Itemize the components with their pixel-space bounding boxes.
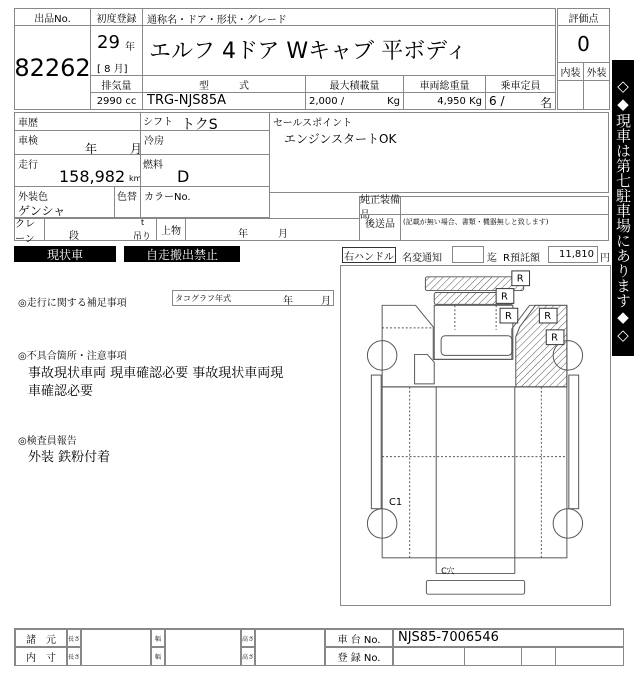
shift: トクS xyxy=(181,117,218,133)
height-value xyxy=(255,629,325,666)
no-self-drive-badge: 自走搬出禁止 xyxy=(124,246,240,262)
max-load-unit: Kg xyxy=(387,96,400,107)
inner-length-label: 長さ xyxy=(67,647,81,666)
repair-mark: R xyxy=(551,332,558,344)
recycle-amount: 11,810 xyxy=(548,246,598,263)
year-unit: 年 xyxy=(125,42,135,53)
color: ゲンシャ xyxy=(18,204,66,218)
capacity-label: 乗車定員 xyxy=(485,75,556,93)
score-label: 評価点 xyxy=(557,8,610,26)
capacity xyxy=(485,92,556,110)
length-label: 長さ xyxy=(67,629,81,647)
mileage: 158,982 xyxy=(59,167,126,186)
name-change-box xyxy=(452,246,484,263)
score-value: 0 xyxy=(557,25,610,63)
model-label: 型 式 xyxy=(142,75,306,93)
tacho-month: 月 xyxy=(321,296,331,307)
name-change-until: 迄 xyxy=(487,253,497,264)
later-label: 後送品 xyxy=(359,214,401,241)
capacity-value: 6 / xyxy=(489,94,505,108)
yen-unit: 円 xyxy=(600,253,610,264)
inspection-year: 年 xyxy=(85,142,98,156)
inner-width-label: 幅 xyxy=(151,647,165,666)
body-month: 月 xyxy=(278,229,288,240)
body-year: 年 xyxy=(238,229,248,240)
rhd-badge: 右ハンドル xyxy=(342,247,396,263)
repair-mark: R xyxy=(516,273,524,285)
color-no-label: カラーNo. xyxy=(140,186,270,218)
gross-weight: 4,950 Kg xyxy=(403,92,486,110)
reg-label: 登 録 No. xyxy=(325,647,393,666)
sales-point-label: セールスポイント xyxy=(273,118,353,129)
hole-mark: C穴 xyxy=(441,566,455,576)
genuine-label: 純正装備品 xyxy=(360,194,400,221)
spec-label: 諸 元 xyxy=(15,629,67,647)
parking-notice: ◇◆現車は第七駐車場にあります◆◇ xyxy=(612,60,634,356)
first-reg-label: 初度登録 xyxy=(90,8,143,26)
driving-notes-label: ◎走行に関する補足事項 xyxy=(18,298,127,309)
defects-label: ◎不具合箇所・注意事項 xyxy=(18,351,127,362)
lot-no: 82262 xyxy=(14,25,91,110)
interior-score xyxy=(557,80,584,110)
name-label: 通称名・ドア・形状・グレード xyxy=(142,8,556,26)
body-cell xyxy=(185,218,360,241)
max-load-label: 最大積載量 xyxy=(305,75,404,93)
reg-year: 29 xyxy=(97,32,120,53)
sales-point xyxy=(269,112,609,193)
crane-stage: 段 xyxy=(69,231,79,242)
inspector-text: 外装 鉄粉付着 xyxy=(28,450,111,465)
defects-text: 事故現状車両 現車確認必要 事故現状車両現 xyxy=(28,366,284,381)
reg-no-2 xyxy=(464,647,522,666)
width-label: 幅 xyxy=(151,629,165,647)
max-load xyxy=(305,92,404,110)
inspector-label: ◎検査員報告 xyxy=(18,436,77,447)
chassis-label: 車 台 No. xyxy=(325,629,393,647)
fuel: D xyxy=(177,167,190,186)
genuine-value xyxy=(400,196,609,215)
exterior-label: 外装 xyxy=(583,62,610,81)
crane-cell xyxy=(44,218,157,241)
repair-mark: R xyxy=(544,311,552,323)
inner-label: 内 寸 xyxy=(15,647,67,666)
color-label: 外装色 xyxy=(18,192,48,203)
reg-no-3 xyxy=(521,647,556,666)
reg-no-4 xyxy=(555,647,624,666)
mileage-cell xyxy=(14,154,141,187)
width-value xyxy=(165,629,241,666)
displacement: 2990 cc xyxy=(90,92,143,110)
inner-height-label: 高さ xyxy=(241,647,255,666)
reg-no-1 xyxy=(393,647,465,666)
month-value: 8 xyxy=(104,64,111,75)
first-reg-cell xyxy=(90,25,143,76)
inspection-cell xyxy=(14,130,141,155)
car-name: エルフ 4ドア Wキャブ 平ボディ xyxy=(142,25,556,76)
ac-label: 冷房 xyxy=(140,130,270,155)
exterior-score xyxy=(583,80,610,110)
as-is-badge: 現状車 xyxy=(14,246,116,262)
mileage-unit: km xyxy=(129,174,142,183)
shift-label: シフト xyxy=(143,117,173,128)
crane-t: t xyxy=(141,218,145,227)
recycle-label: R預託額 xyxy=(503,253,540,264)
body-label: 上物 xyxy=(156,218,186,241)
history-label: 車歴 xyxy=(14,112,141,131)
truck-outline xyxy=(341,266,610,605)
color-cell xyxy=(14,186,115,218)
length-value xyxy=(81,629,151,666)
fuel-label: 燃料 xyxy=(143,160,163,171)
month-unit: 月 xyxy=(113,64,124,75)
fuel-cell xyxy=(140,154,270,187)
tacho-label: タコグラフ年式 xyxy=(175,294,231,303)
tacho-year: 年 xyxy=(283,296,293,307)
capacity-unit: 名 xyxy=(539,96,552,110)
model: TRG-NJS85A xyxy=(142,92,306,110)
max-load-value: 2,000 / xyxy=(309,96,345,107)
inspection-label: 車検 xyxy=(18,136,38,147)
gross-weight-label: 車両総重量 xyxy=(403,75,486,93)
displacement-label: 排気量 xyxy=(90,75,143,93)
color-change-label: 色替 xyxy=(114,186,141,218)
later-note: (記載が無い場合、書類・機器無しと致します) xyxy=(400,214,609,241)
inspection-month: 月 xyxy=(130,142,143,156)
footer-table xyxy=(14,628,624,666)
scratch-mark: C1 xyxy=(389,496,403,508)
defects-text-2: 車確認必要 xyxy=(28,384,94,399)
crane-label: クレーン xyxy=(14,218,45,241)
shift-cell xyxy=(140,112,270,131)
damage-diagram xyxy=(340,265,611,606)
height-label: 高さ xyxy=(241,629,255,647)
name-change-label: 名変通知 xyxy=(402,253,442,264)
interior-label: 内装 xyxy=(557,62,584,81)
chassis-no: NJS85-7006546 xyxy=(393,629,624,647)
reg-month: [ 8 月] xyxy=(97,64,128,75)
sales-point-text: エンジンスタートOK xyxy=(284,132,397,146)
repair-mark: R xyxy=(501,291,508,303)
mileage-label: 走行 xyxy=(18,160,38,171)
tacho-cell xyxy=(172,290,334,306)
crane-hang: 吊り xyxy=(133,232,152,242)
lot-no-label: 出品No. xyxy=(14,8,91,26)
repair-mark: R xyxy=(504,311,512,323)
